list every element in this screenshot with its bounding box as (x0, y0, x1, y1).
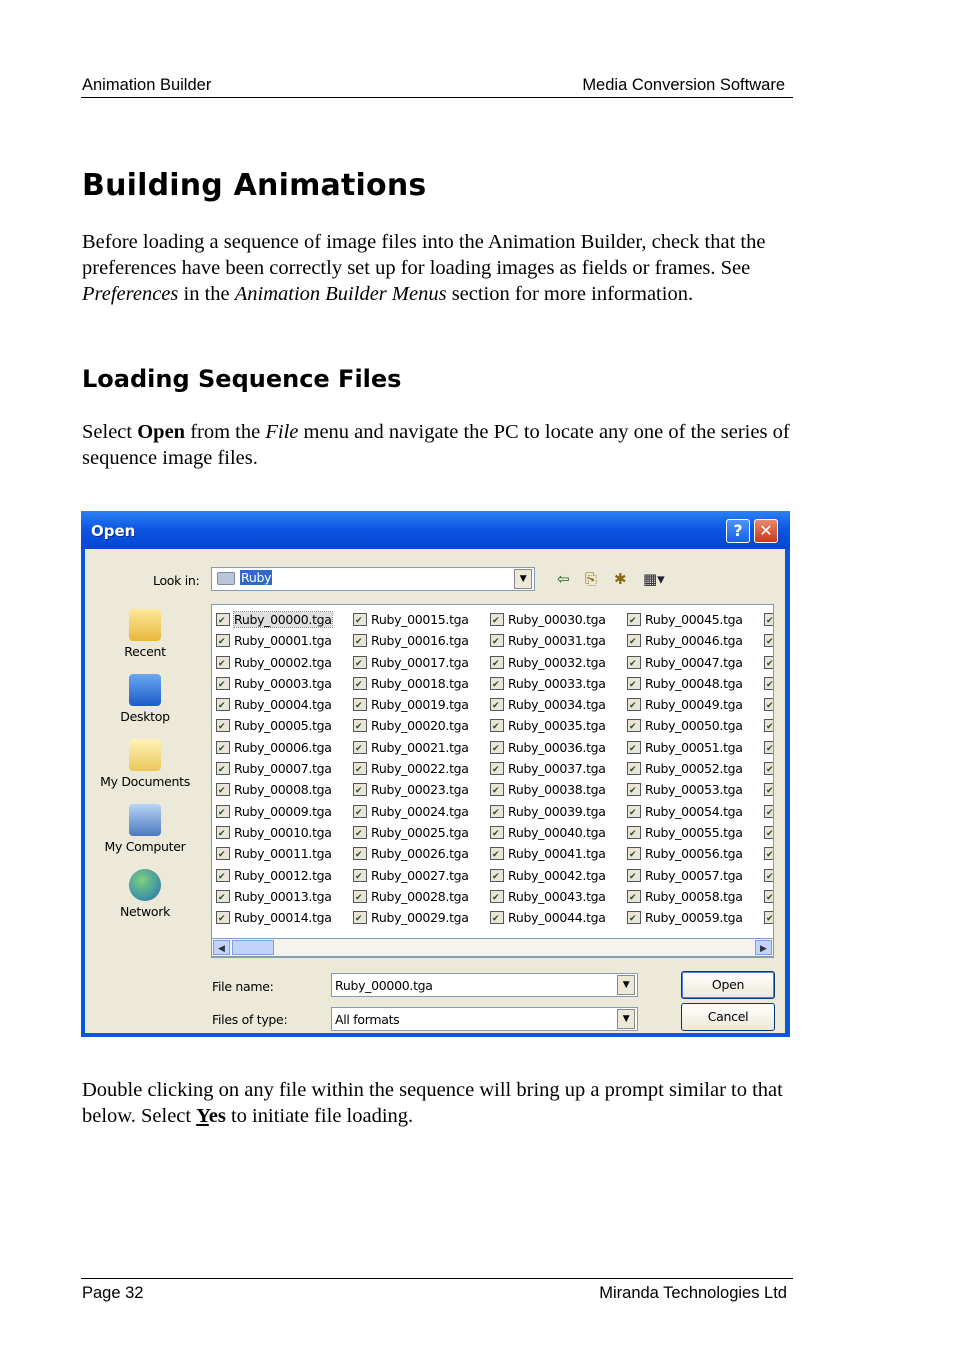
double-click-paragraph (82, 1077, 797, 1129)
file-name: Ruby_00015.tga (371, 612, 469, 627)
tga-file-icon (627, 805, 641, 818)
file-name: Ruby_00013.tga (234, 888, 332, 904)
tga-file-icon (353, 634, 367, 647)
file-item[interactable] (351, 673, 469, 694)
file-name: Ruby_00011.tga (234, 846, 332, 862)
my-documents-icon (129, 739, 161, 771)
tga-file-icon (764, 783, 774, 796)
tga-file-icon (764, 634, 774, 647)
italic-text: Preferences (82, 283, 179, 305)
file-item[interactable] (214, 609, 332, 630)
file-name: Ruby_00031.tga (508, 633, 606, 649)
text: to initiate file loading. (225, 1105, 414, 1127)
file-name: Ruby_00014.tga (234, 910, 332, 926)
tga-file-icon (627, 869, 641, 882)
header-right: Media Conversion Software (582, 76, 785, 94)
tga-file-icon (764, 911, 774, 924)
tga-file-icon (216, 634, 230, 647)
file-item[interactable] (488, 822, 606, 843)
tga-file-icon (627, 613, 641, 626)
tga-file-icon (353, 698, 367, 711)
scroll-right-icon[interactable]: ▶ (755, 940, 772, 955)
scroll-left-icon[interactable]: ◀ (213, 940, 230, 955)
file-name: Ruby_00033.tga (508, 675, 606, 691)
bold-text: Open (137, 421, 186, 443)
intro-paragraph (82, 229, 797, 307)
tga-file-icon (216, 911, 230, 924)
file-name: Ruby_00005.tga (234, 718, 332, 734)
tga-file-icon (627, 719, 641, 732)
file-item[interactable] (214, 758, 332, 779)
file-item[interactable] (214, 843, 332, 864)
tga-file-icon (353, 826, 367, 839)
tga-file-icon (764, 890, 774, 903)
file-item[interactable] (488, 694, 606, 715)
tga-file-icon (216, 762, 230, 775)
file-name: Ruby_00043.tga (508, 888, 606, 904)
file-item[interactable] (625, 758, 743, 779)
file-name: Ruby_00047.tga (645, 654, 743, 670)
file-name: Ruby_00000.tga (234, 612, 332, 627)
folder-icon (217, 572, 235, 585)
network-icon (129, 869, 161, 901)
places-network[interactable] (95, 869, 195, 919)
file-item[interactable] (625, 907, 743, 928)
tga-file-icon (353, 762, 367, 775)
file-item[interactable] (488, 673, 606, 694)
file-item[interactable] (625, 609, 743, 630)
recent-icon (129, 609, 161, 641)
place-label: Network (119, 904, 171, 919)
tga-file-icon (627, 656, 641, 669)
file-name: Ruby_00051.tga (645, 739, 743, 755)
underlined-text: Y (196, 1105, 209, 1127)
file-name: Ruby_00006.tga (234, 739, 332, 755)
file-item[interactable] (351, 715, 469, 736)
tga-file-icon (490, 634, 504, 647)
file-name: Ruby_00041.tga (508, 846, 606, 862)
tga-file-icon (216, 613, 230, 626)
tga-file-icon (764, 698, 774, 711)
tga-file-icon (353, 783, 367, 796)
tga-file-icon (490, 847, 504, 860)
file-item[interactable] (214, 886, 332, 907)
file-name-value: Ruby_00000.tga (335, 978, 433, 993)
file-item[interactable] (625, 886, 743, 907)
file-name: Ruby_00058.tga (645, 888, 743, 904)
file-item[interactable] (625, 779, 743, 800)
file-name: Ruby_00025.tga (371, 824, 469, 840)
file-name: Ruby_00054.tga (645, 803, 743, 819)
file-item[interactable] (351, 694, 469, 715)
file-name: Ruby_00057.tga (645, 867, 743, 883)
file-name: Ruby_00022.tga (371, 761, 469, 777)
tga-file-icon (490, 719, 504, 732)
tga-file-icon (627, 762, 641, 775)
file-name: Ruby_00004.tga (234, 697, 332, 713)
tga-file-icon (353, 677, 367, 690)
subsection-title: Loading Sequence Files (82, 365, 402, 393)
file-item[interactable] (488, 737, 606, 758)
tga-file-icon (490, 698, 504, 711)
file-item[interactable] (488, 801, 606, 822)
tga-file-icon (764, 677, 774, 690)
text: Double clicking on any file within the sequence will bring up a prompt similar to that below. Select (82, 1079, 783, 1127)
views-menu-icon[interactable]: ▦▾ (643, 570, 665, 588)
help-icon: ? (733, 521, 743, 540)
file-item[interactable] (625, 843, 743, 864)
file-item[interactable] (214, 694, 332, 715)
file-item[interactable] (488, 843, 606, 864)
file-item[interactable] (214, 737, 332, 758)
tga-file-icon (627, 634, 641, 647)
tga-file-icon (764, 656, 774, 669)
file-name: Ruby_00046.tga (645, 633, 743, 649)
file-list[interactable] (211, 604, 774, 958)
page-header (81, 76, 793, 98)
tga-file-icon (764, 826, 774, 839)
chevron-down-icon[interactable]: ▼ (617, 975, 635, 995)
file-item[interactable] (351, 886, 469, 907)
tga-file-icon (490, 741, 504, 754)
places-my-documents[interactable] (95, 739, 195, 789)
file-name: Ruby_00017.tga (371, 654, 469, 670)
tga-file-icon (216, 869, 230, 882)
back-icon[interactable]: ⇦ (557, 570, 570, 588)
loading-paragraph (82, 419, 797, 471)
file-name: Ruby_00048.tga (645, 675, 743, 691)
tga-file-icon (627, 911, 641, 924)
tga-file-icon (764, 613, 774, 626)
chevron-down-icon[interactable]: ▼ (514, 569, 532, 589)
file-name: Ruby_00027.tga (371, 867, 469, 883)
tga-file-icon (764, 805, 774, 818)
dialog-body (85, 549, 785, 1033)
file-item[interactable] (214, 822, 332, 843)
tga-file-icon (216, 890, 230, 903)
text: Select (82, 421, 138, 443)
file-name: Ruby_00040.tga (508, 824, 606, 840)
file-name: Ruby_00009.tga (234, 803, 332, 819)
file-item[interactable] (625, 630, 743, 651)
tga-file-icon (490, 911, 504, 924)
file-item[interactable] (488, 652, 606, 673)
tga-file-icon (353, 805, 367, 818)
file-name: Ruby_00035.tga (508, 718, 606, 734)
file-item[interactable] (488, 907, 606, 928)
file-item[interactable] (488, 886, 606, 907)
file-name: Ruby_00021.tga (371, 739, 469, 755)
open-dialog-screenshot (81, 511, 790, 1037)
tga-file-icon (490, 762, 504, 775)
file-name: Ruby_00019.tga (371, 697, 469, 713)
file-name: Ruby_00018.tga (371, 675, 469, 691)
look-in-label: Look in: (153, 573, 200, 588)
file-name: Ruby_00030.tga (508, 612, 606, 627)
tga-file-icon (353, 847, 367, 860)
file-name: Ruby_00039.tga (508, 803, 606, 819)
file-name: Ruby_00044.tga (508, 910, 606, 926)
file-item[interactable] (625, 673, 743, 694)
file-name: Ruby_00012.tga (234, 867, 332, 883)
new-folder-icon[interactable]: ✱ (614, 570, 627, 588)
tga-file-icon (216, 783, 230, 796)
tga-file-icon (764, 719, 774, 732)
file-name: Ruby_00050.tga (645, 718, 743, 734)
file-name: Ruby_00037.tga (508, 761, 606, 777)
file-item[interactable] (351, 843, 469, 864)
text: from the (185, 421, 266, 443)
desktop-icon (129, 674, 161, 706)
place-label: My Documents (100, 774, 190, 789)
tga-file-icon (353, 613, 367, 626)
my-computer-icon (129, 804, 161, 836)
tga-file-icon (764, 847, 774, 860)
text: section for more information. (446, 283, 694, 305)
file-item[interactable] (214, 779, 332, 800)
file-name: Ruby_00059.tga (645, 910, 743, 926)
file-name: Ruby_00055.tga (645, 824, 743, 840)
page-number: Page 32 (82, 1284, 144, 1302)
bold-text: es (208, 1105, 226, 1127)
file-item[interactable] (351, 801, 469, 822)
tga-file-icon (627, 698, 641, 711)
look-in-combo[interactable] (211, 567, 535, 591)
file-name: Ruby_00036.tga (508, 739, 606, 755)
header-left: Animation Builder (82, 76, 212, 94)
file-name: Ruby_00016.tga (371, 633, 469, 649)
file-item[interactable] (488, 779, 606, 800)
tga-file-icon (216, 677, 230, 690)
file-item[interactable] (214, 801, 332, 822)
file-name: Ruby_00053.tga (645, 782, 743, 798)
tga-file-icon (216, 719, 230, 732)
place-label: My Computer (104, 839, 186, 854)
page-footer (81, 1278, 793, 1302)
cancel-button[interactable]: Cancel (681, 1003, 775, 1031)
look-in-value: Ruby (241, 570, 272, 585)
tga-file-icon (490, 656, 504, 669)
close-button[interactable] (754, 519, 778, 543)
file-name: Ruby_00052.tga (645, 761, 743, 777)
file-name-field[interactable] (331, 973, 638, 997)
tga-file-icon (216, 826, 230, 839)
places-my-computer[interactable] (95, 804, 195, 854)
file-name: Ruby_00023.tga (371, 782, 469, 798)
tga-file-icon (490, 783, 504, 796)
tga-file-icon (627, 783, 641, 796)
tga-file-icon (353, 911, 367, 924)
file-item[interactable] (351, 907, 469, 928)
file-name: Ruby_00056.tga (645, 846, 743, 862)
file-name: Ruby_00008.tga (234, 782, 332, 798)
scroll-thumb[interactable] (232, 940, 274, 955)
file-item[interactable] (351, 609, 469, 630)
tga-file-icon (216, 805, 230, 818)
italic-text: Animation Builder Menus (234, 283, 447, 305)
file-item[interactable] (214, 652, 332, 673)
file-item[interactable] (488, 715, 606, 736)
dialog-title: Open (91, 522, 136, 540)
file-name: Ruby_00049.tga (645, 697, 743, 713)
chevron-down-icon[interactable]: ▼ (617, 1009, 635, 1029)
file-name: Ruby_00026.tga (371, 846, 469, 862)
tga-file-icon (353, 719, 367, 732)
file-column (351, 609, 469, 928)
file-name: Ruby_00029.tga (371, 910, 469, 926)
file-item[interactable] (625, 865, 743, 886)
file-item[interactable] (214, 865, 332, 886)
open-button[interactable]: Open (681, 971, 775, 999)
tga-file-icon (764, 762, 774, 775)
file-item[interactable] (625, 715, 743, 736)
place-label: Recent (124, 644, 166, 659)
tga-file-icon (627, 741, 641, 754)
file-name: Ruby_00001.tga (234, 633, 332, 649)
tga-file-icon (627, 677, 641, 690)
file-item[interactable] (488, 630, 606, 651)
tga-file-icon (216, 656, 230, 669)
file-item[interactable] (214, 907, 332, 928)
tga-file-icon (353, 741, 367, 754)
file-name: Ruby_00003.tga (234, 675, 332, 691)
file-item[interactable] (488, 865, 606, 886)
tga-file-icon (764, 869, 774, 882)
tga-file-icon (490, 677, 504, 690)
file-item[interactable] (214, 673, 332, 694)
tga-file-icon (490, 826, 504, 839)
tga-file-icon (764, 741, 774, 754)
tga-file-icon (490, 613, 504, 626)
tga-file-icon (490, 890, 504, 903)
dialog-titlebar (81, 511, 790, 549)
file-name: Ruby_00034.tga (508, 697, 606, 713)
tga-file-icon (353, 869, 367, 882)
italic-text: File (265, 421, 299, 443)
text: in the (178, 283, 235, 305)
file-item[interactable] (351, 758, 469, 779)
file-name: Ruby_00032.tga (508, 654, 606, 670)
tga-file-icon (353, 890, 367, 903)
place-label: Desktop (120, 709, 170, 724)
file-item[interactable] (488, 609, 606, 630)
file-item[interactable] (625, 737, 743, 758)
tga-file-icon (627, 847, 641, 860)
tga-file-icon (490, 805, 504, 818)
text: Before loading a sequence of image files into the Animation Builder, check that the preferences have been correctly set up for loading images as fields or frames. See (82, 231, 766, 279)
file-item[interactable] (351, 737, 469, 758)
file-item[interactable] (351, 822, 469, 843)
file-name: Ruby_00010.tga (234, 824, 332, 840)
file-item[interactable] (488, 758, 606, 779)
file-name: Ruby_00007.tga (234, 761, 332, 777)
footer-company: Miranda Technologies Ltd (599, 1284, 787, 1302)
close-icon: ✕ (759, 521, 773, 540)
file-item[interactable] (351, 779, 469, 800)
file-column (488, 609, 606, 928)
help-button[interactable] (726, 519, 750, 543)
file-item[interactable] (351, 652, 469, 673)
text: menu and navigate the PC to locate any one of the series of sequence image files. (82, 421, 790, 469)
file-name: Ruby_00020.tga (371, 718, 469, 734)
places-desktop[interactable] (95, 674, 195, 724)
file-column (214, 609, 332, 928)
tga-file-icon (216, 698, 230, 711)
file-name: Ruby_00038.tga (508, 782, 606, 798)
tga-file-icon (216, 741, 230, 754)
file-name: Ruby_00002.tga (234, 654, 332, 670)
tga-file-icon (627, 826, 641, 839)
file-item[interactable] (214, 630, 332, 651)
places-recent[interactable] (95, 609, 195, 659)
up-folder-icon[interactable]: ⎘ (585, 570, 598, 588)
files-of-type-select[interactable] (331, 1007, 638, 1031)
horizontal-scrollbar[interactable] (211, 938, 774, 957)
tga-file-icon (490, 869, 504, 882)
file-name-label: File name: (212, 979, 274, 994)
file-name: Ruby_00042.tga (508, 867, 606, 883)
files-of-type-label: Files of type: (212, 1012, 288, 1027)
file-name: Ruby_00028.tga (371, 888, 469, 904)
file-item[interactable] (351, 865, 469, 886)
tga-file-icon (627, 890, 641, 903)
file-item[interactable] (351, 630, 469, 651)
file-item[interactable] (625, 652, 743, 673)
file-item[interactable] (625, 822, 743, 843)
file-item[interactable] (214, 715, 332, 736)
file-item[interactable] (625, 694, 743, 715)
file-name: Ruby_00024.tga (371, 803, 469, 819)
section-title: Building Animations (82, 168, 427, 203)
tga-file-icon (216, 847, 230, 860)
file-column (625, 609, 743, 928)
file-item[interactable] (625, 801, 743, 822)
tga-file-icon (353, 656, 367, 669)
file-name: Ruby_00045.tga (645, 612, 743, 627)
files-of-type-value: All formats (335, 1012, 400, 1027)
